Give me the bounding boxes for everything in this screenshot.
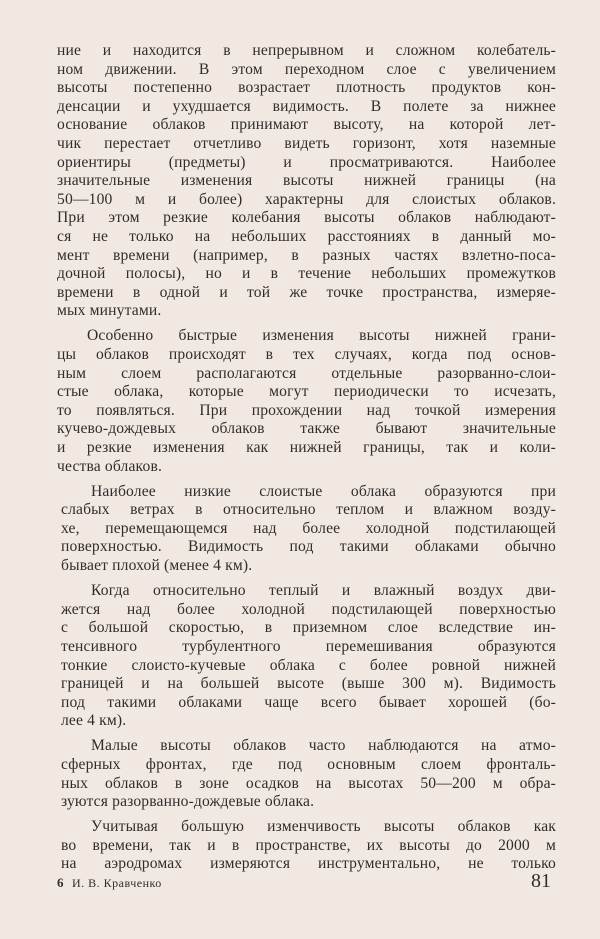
text-line: денсации и ухудшается видимость. В полете за нижнее bbox=[57, 97, 556, 115]
paragraph bbox=[57, 483, 556, 576]
text-line: тенсивного турбулентного перемешивания образуются bbox=[61, 637, 556, 655]
paragraph bbox=[57, 818, 556, 874]
text-line: Учитывая большую изменчивость высоты облаков как bbox=[91, 818, 556, 836]
text-line: Наиболее низкие слоистые облака образуются при bbox=[91, 482, 556, 500]
text-line: с большой скоростью, в приземном слое вследствие ин- bbox=[61, 619, 556, 637]
text-line: 50—100 м и более) характерны для слоистых облаков. bbox=[57, 190, 556, 208]
text-line: жется над более холодной подстилающей поверхностью bbox=[61, 600, 556, 618]
page-number: 81 bbox=[531, 870, 551, 892]
text-line: зуются разорванно-дождевые облака. bbox=[61, 793, 315, 811]
text-line: ном движении. В этом переходном слое с увеличением bbox=[57, 60, 556, 78]
printer-signature bbox=[57, 875, 162, 891]
paragraph bbox=[57, 737, 556, 811]
text-line: мых минутами. bbox=[57, 302, 162, 320]
signature-number: 6 bbox=[57, 875, 64, 890]
text-line: то появляться. При прохождении над точкой измерения bbox=[57, 401, 556, 419]
text-line: мент времени (например, в разных частях взлетно-поса- bbox=[57, 246, 556, 264]
text-line: чества облаков. bbox=[57, 457, 163, 475]
text-line: дочной полосы), но и в течение небольших промежутков bbox=[57, 265, 556, 283]
text-line: кучево-дождевых облаков также бывают значительные bbox=[57, 420, 556, 438]
text-line: бывает плохой (менее 4 км). bbox=[61, 557, 253, 575]
text-line: сферных фронтах, где под основным слоем фронталь- bbox=[61, 755, 556, 773]
text-line: ние и находится в непрерывном и сложном колебатель- bbox=[57, 42, 556, 59]
text-line: во времени, так и в пространстве, их высоты до 2000 м bbox=[61, 836, 556, 854]
text-line: и резкие изменения как нижней границы, так и коли- bbox=[57, 438, 556, 456]
page-footer bbox=[57, 870, 551, 893]
text-line: хе, перемещающемся над более холодной подстилающей bbox=[61, 519, 556, 537]
text-line: При этом резкие колебания высоты облаков наблюдают- bbox=[57, 209, 556, 227]
text-line: Когда относительно теплый и влажный воздух дви- bbox=[91, 582, 556, 600]
signature-author: И. В. Кравченко bbox=[72, 876, 162, 890]
text-line: поверхностью. Видимость под такими облаками обычно bbox=[61, 538, 556, 556]
text-line: лее 4 км). bbox=[61, 712, 127, 730]
text-line: времени в одной и той же точке пространства, измеряе- bbox=[57, 283, 556, 301]
text-line: цы облаков происходят в тех случаях, когда под основ- bbox=[57, 346, 556, 363]
text-line: стые облака, которые могут периодически то исчезать, bbox=[57, 383, 556, 401]
text-line: ным слоем располагаются отдельные разорванно-слои- bbox=[57, 364, 556, 382]
text-line: ориентиры (предметы) и просматриваются. Наиболее bbox=[57, 153, 556, 171]
text-line: чик перестает отчетливо видеть горизонт, хотя наземные bbox=[57, 134, 556, 152]
text-line: тонкие слоисто-кучевые облака с более ровной нижней bbox=[61, 656, 556, 674]
text-line: под такими облаками чаще всего бывает хорошей (бо- bbox=[61, 693, 556, 711]
text-line: Малые высоты облаков часто наблюдаются на атмо- bbox=[91, 737, 556, 755]
text-line: слабых ветрах в относительно теплом и влажном возду- bbox=[61, 501, 556, 519]
text-line: высоты постепенно возрастает плотность продуктов кон- bbox=[57, 79, 556, 97]
text-line: ных облаков в зоне осадков на высотах 50—200 м обра- bbox=[61, 774, 556, 792]
text-line: Особенно быстрые изменения высоты нижней грани- bbox=[87, 327, 556, 345]
paragraph bbox=[57, 327, 556, 476]
text-line: основание облаков принимают высоту, на которой лет- bbox=[57, 116, 556, 134]
paragraph bbox=[57, 582, 556, 731]
paragraph bbox=[57, 42, 556, 321]
text-line: на аэродромах измеряются инструментально, не только bbox=[61, 855, 556, 873]
text-line: значительные изменения высоты нижней границы (на bbox=[57, 172, 556, 190]
text-line: ся не только на небольших расстояниях в данный мо- bbox=[57, 227, 556, 245]
page-body bbox=[57, 42, 556, 881]
text-line: границей и на большей высоте (выше 300 м). Видимость bbox=[61, 675, 556, 693]
